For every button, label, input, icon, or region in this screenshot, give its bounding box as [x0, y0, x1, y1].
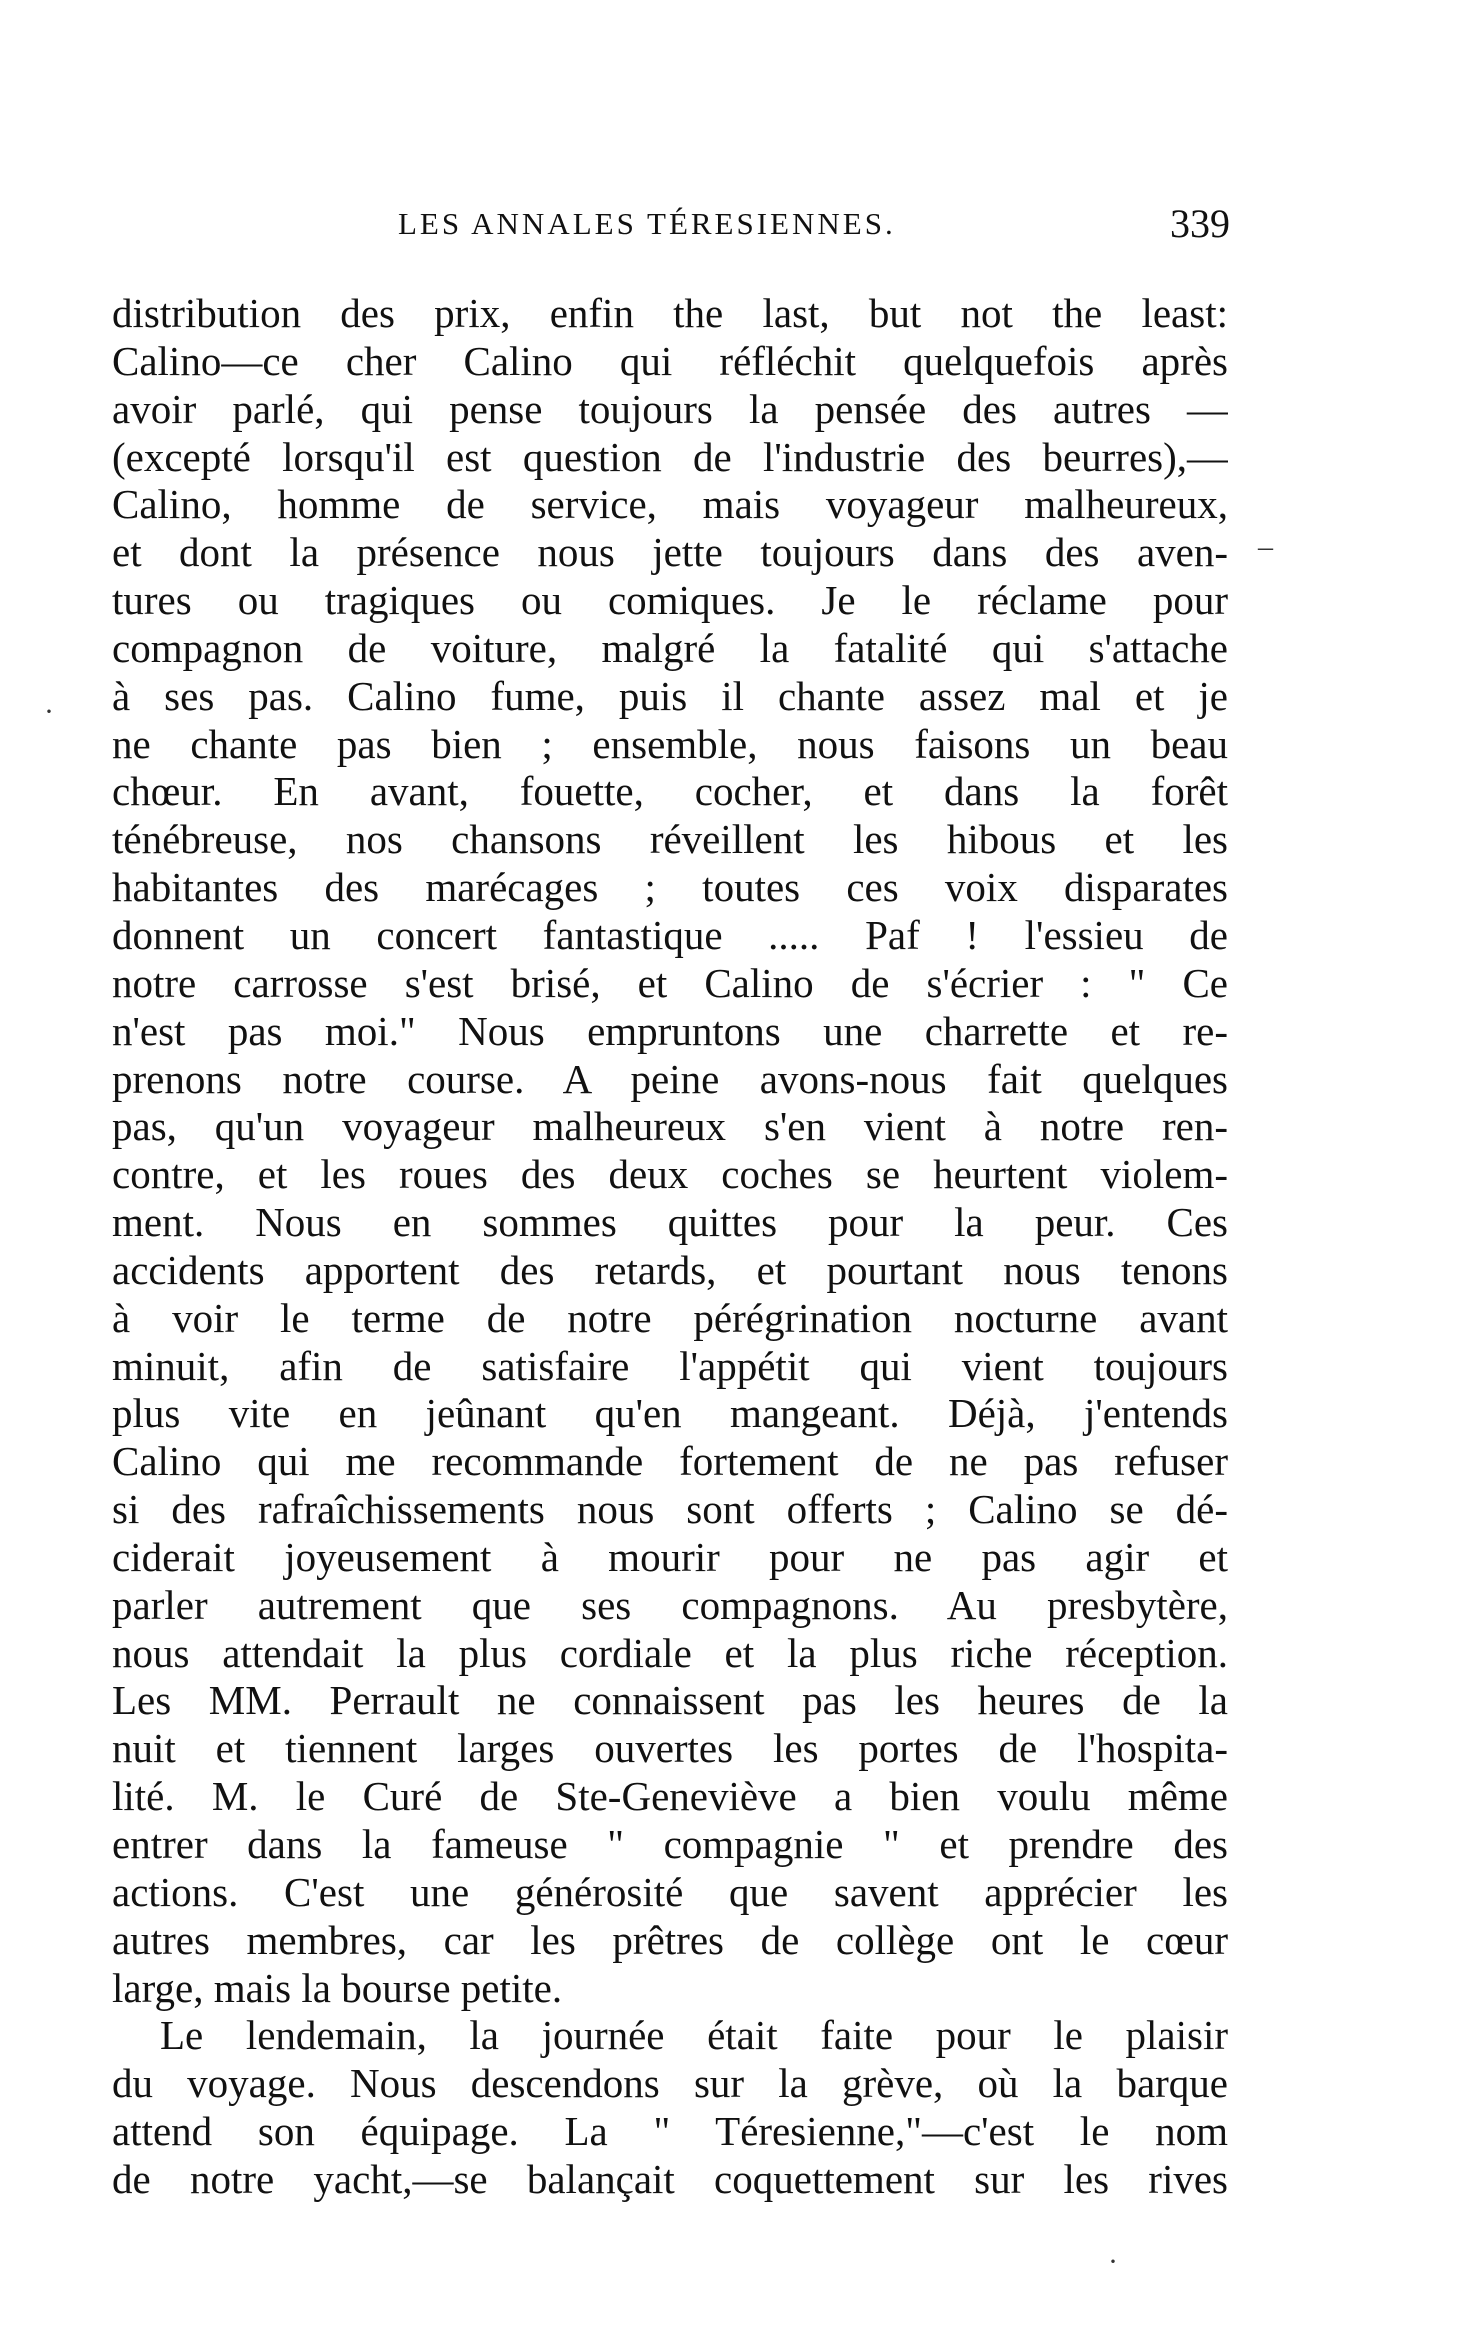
text-line: contre, et les roues des deux coches se heurtent violem-: [112, 1151, 1228, 1198]
text-line: ciderait joyeusement à mourir pour ne pas agir et: [112, 1533, 1228, 1580]
margin-dot-mark: ·: [44, 695, 54, 728]
text-line: à voir le terme de notre pérégrination nocturne avant: [112, 1294, 1228, 1341]
text-line: large, mais la bourse petite.: [112, 1964, 563, 2011]
bottom-dot-mark: ·: [1108, 2245, 1118, 2278]
text-line: notre carrosse s'est brisé, et Calino de s'écrier : " Ce: [112, 959, 1228, 1006]
text-line: (excepté lorsqu'il est question de l'industrie des beurres),—: [112, 433, 1228, 480]
text-line: nous attendait la plus cordiale et la plus riche réception.: [112, 1629, 1228, 1676]
text-line: entrer dans la fameuse " compagnie " et prendre des: [112, 1821, 1228, 1867]
text-line: actions. C'est une générosité que savent apprécier les: [112, 1868, 1228, 1915]
text-line: chœur. En avant, fouette, cocher, et dans la forêt: [112, 768, 1228, 815]
text-line: n'est pas moi." Nous empruntons une charrette et re-: [112, 1007, 1228, 1054]
text-line: compagnon de voiture, malgré la fatalité qui s'attache: [112, 624, 1228, 671]
body-text: [112, 290, 1228, 2204]
text-line: et dont la présence nous jette toujours dans des aven-: [112, 529, 1228, 576]
text-line: parler autrement que ses compagnons. Au presbytère,: [112, 1581, 1228, 1628]
text-line: prenons notre course. A peine avons-nous fait quelques: [112, 1055, 1228, 1102]
margin-dash-mark: –: [1258, 530, 1273, 563]
text-line: nuit et tiennent larges ouvertes les portes de l'hospita-: [112, 1725, 1228, 1772]
page-number: 339: [1170, 201, 1230, 246]
text-line: de notre yacht,—se balançait coquettement sur les rives: [112, 2155, 1228, 2202]
text-line: minuit, afin de satisfaire l'appétit qui vient toujours: [112, 1342, 1228, 1389]
text-line: pas, qu'un voyageur malheureux s'en vient à notre ren-: [112, 1103, 1228, 1150]
text-line: à ses pas. Calino fume, puis il chante assez mal et je: [112, 672, 1228, 719]
text-line: Calino qui me recommande fortement de ne pas refuser: [112, 1438, 1228, 1485]
text-line: Les MM. Perrault ne connaissent pas les heures de la: [112, 1677, 1228, 1724]
text-line: donnent un concert fantastique ..... Paf ! l'essieu de: [112, 911, 1228, 958]
text-line: avoir parlé, qui pense toujours la pensée des autres —: [112, 385, 1228, 432]
running-title: LES ANNALES TÉRESIENNES.: [398, 206, 896, 241]
text-line: ne chante pas bien ; ensemble, nous faisons un beau: [112, 720, 1228, 767]
text-line: du voyage. Nous descendons sur la grève, où la barque: [112, 2060, 1228, 2107]
text-line: distribution des prix, enfin the last, but not the least:: [112, 290, 1228, 336]
text-line: attend son équipage. La " Téresienne,"—c'est le nom: [112, 2108, 1228, 2155]
text-line: Calino, homme de service, mais voyageur malheureux,: [112, 481, 1228, 528]
text-line: plus vite en jeûnant qu'en mangeant. Déjà, j'entends: [112, 1390, 1228, 1437]
running-header: [110, 200, 1230, 250]
text-line: Calino—ce cher Calino qui réfléchit quelquefois après: [112, 337, 1228, 384]
text-line: ténébreuse, nos chansons réveillent les hibous et les: [112, 816, 1228, 863]
text-line: ment. Nous en sommes quittes pour la peur. Ces: [112, 1199, 1228, 1246]
text-line: autres membres, car les prêtres de collège ont le cœur: [112, 1916, 1228, 1963]
text-line: habitantes des marécages ; toutes ces voix disparates: [112, 864, 1228, 911]
text-line: lité. M. le Curé de Ste-Geneviève a bien voulu même: [112, 1773, 1228, 1820]
text-line: si des rafraîchissements nous sont offerts ; Calino se dé-: [112, 1486, 1228, 1533]
text-line: tures ou tragiques ou comiques. Je le réclame pour: [112, 577, 1228, 624]
text-line: accidents apportent des retards, et pourtant nous tenons: [112, 1246, 1228, 1293]
text-line: Le lendemain, la journée était faite pour le plaisir: [160, 2012, 1228, 2059]
